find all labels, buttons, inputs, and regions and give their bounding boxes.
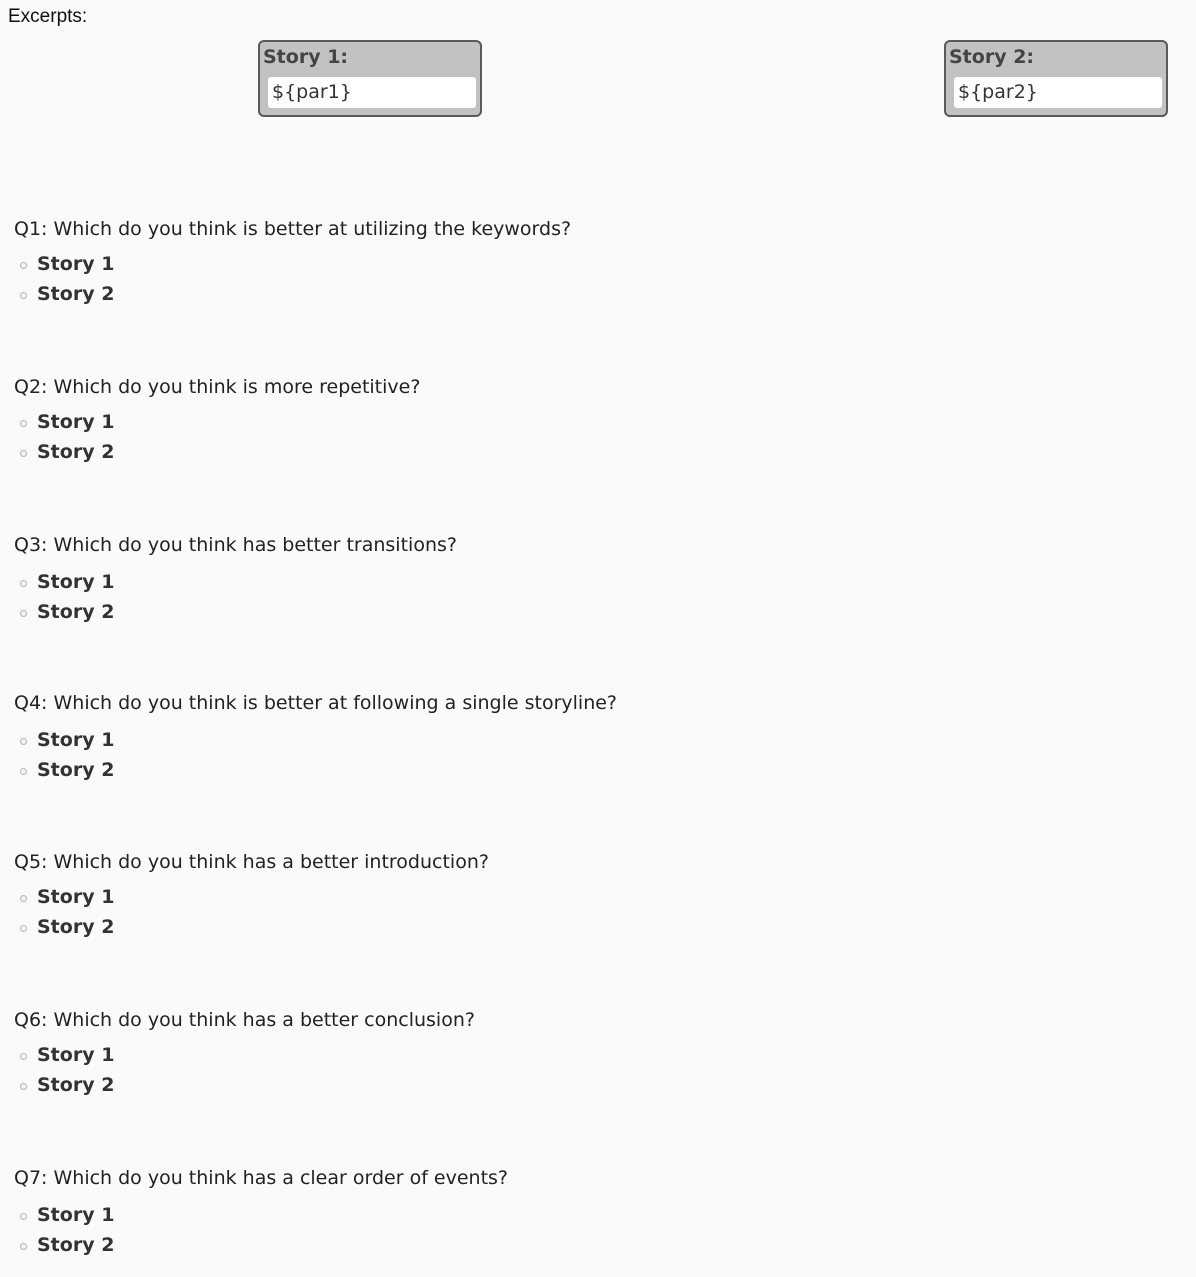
question-3 [14, 532, 457, 627]
q4-option-story-2[interactable]: Story 2 [20, 755, 617, 785]
radio-button-icon[interactable] [20, 580, 27, 587]
story-1-title: Story 1: [263, 46, 349, 68]
question-5 [14, 849, 489, 942]
question-4-text: Q4: Which do you think is better at following a single storyline? [14, 692, 618, 714]
q7-option-story-2[interactable]: Story 2 [20, 1230, 508, 1260]
story-2-title: Story 2: [949, 46, 1035, 68]
radio-button-icon[interactable] [20, 1213, 27, 1220]
question-6-text: Q6: Which do you think has a better conclusion? [14, 1009, 475, 1031]
radio-button-icon[interactable] [20, 292, 27, 299]
radio-button-icon[interactable] [20, 1083, 27, 1090]
radio-button-icon[interactable] [20, 895, 27, 902]
story-2-box [944, 40, 1168, 117]
question-2-text: Q2: Which do you think is more repetitive? [14, 376, 421, 398]
radio-button-icon[interactable] [20, 1053, 27, 1060]
q5-option-story-2[interactable]: Story 2 [20, 912, 489, 942]
radio-button-icon[interactable] [20, 925, 27, 932]
q6-option-story-2[interactable]: Story 2 [20, 1070, 475, 1100]
question-3-text: Q3: Which do you think has better transitions? [14, 534, 457, 556]
q6-option-story-1[interactable]: Story 1 [20, 1040, 475, 1070]
question-7-text: Q7: Which do you think has a clear order of events? [14, 1167, 509, 1189]
q3-option-story-2[interactable]: Story 2 [20, 597, 457, 627]
question-7 [14, 1165, 508, 1260]
q5-option-story-1[interactable]: Story 1 [20, 882, 489, 912]
story-1-box [258, 40, 482, 117]
q1-option-story-2[interactable]: Story 2 [20, 279, 571, 309]
radio-button-icon[interactable] [20, 262, 27, 269]
q2-option-story-2[interactable]: Story 2 [20, 437, 420, 467]
radio-button-icon[interactable] [20, 420, 27, 427]
story-2-text: ${par2} [954, 77, 1162, 108]
radio-button-icon[interactable] [20, 610, 27, 617]
question-1 [14, 216, 571, 309]
radio-button-icon[interactable] [20, 450, 27, 457]
excerpts-label: Excerpts: [8, 6, 88, 27]
question-1-text: Q1: Which do you think is better at utilizing the keywords? [14, 218, 572, 240]
question-2 [14, 374, 420, 467]
radio-button-icon[interactable] [20, 768, 27, 775]
question-6 [14, 1007, 475, 1100]
radio-button-icon[interactable] [20, 1243, 27, 1250]
q4-option-story-1[interactable]: Story 1 [20, 725, 617, 755]
question-5-text: Q5: Which do you think has a better introduction? [14, 851, 489, 873]
radio-button-icon[interactable] [20, 738, 27, 745]
story-1-text: ${par1} [268, 77, 476, 108]
q2-option-story-1[interactable]: Story 1 [20, 407, 420, 437]
q1-option-story-1[interactable]: Story 1 [20, 249, 571, 279]
question-4 [14, 690, 617, 785]
q7-option-story-1[interactable]: Story 1 [20, 1200, 508, 1230]
q3-option-story-1[interactable]: Story 1 [20, 567, 457, 597]
